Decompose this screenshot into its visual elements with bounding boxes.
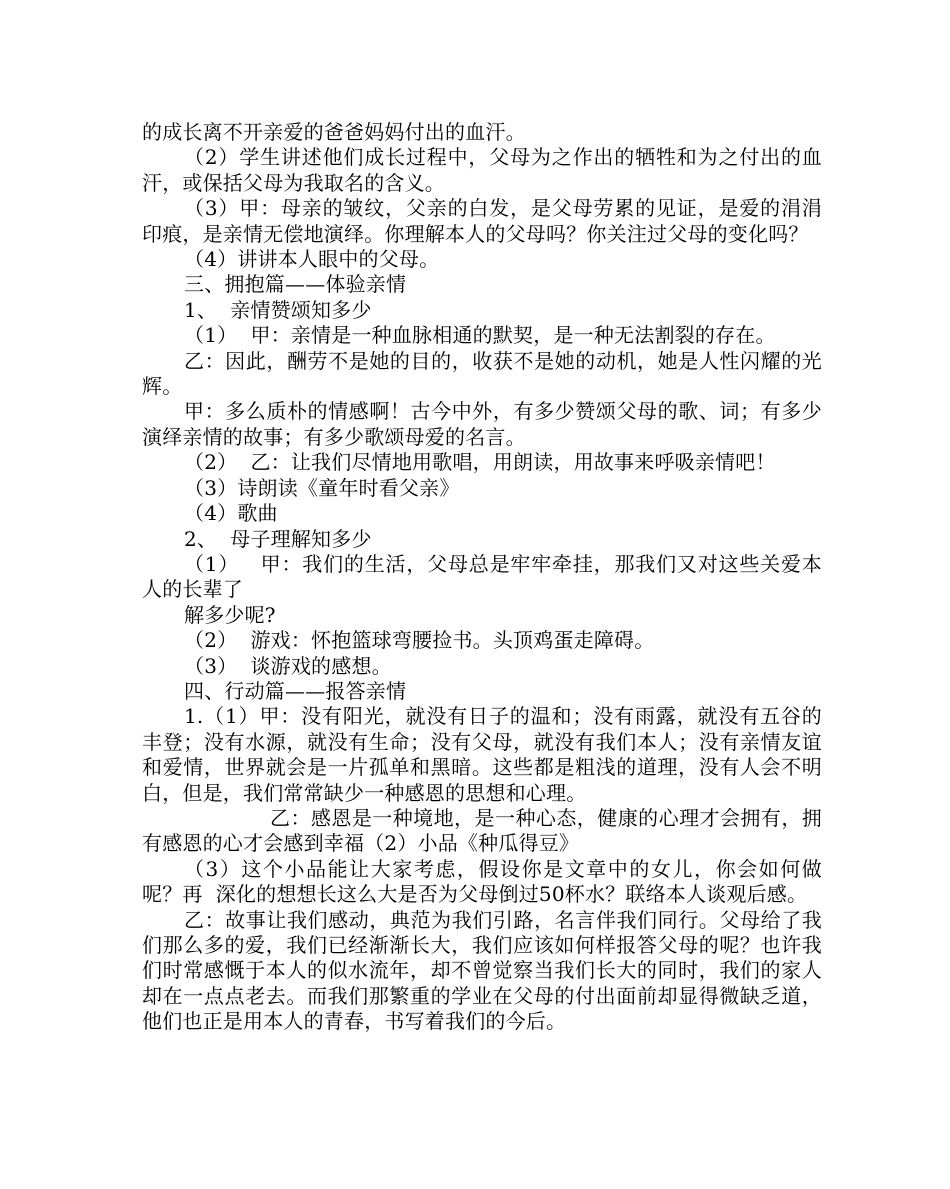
section-heading: 四、行动篇——报答亲情 bbox=[184, 678, 407, 703]
paragraph: （2） 游戏：怀抱篮球弯腰捡书。头顶鸡蛋走障碍。 bbox=[184, 628, 655, 653]
paragraph: （2） 乙：让我们尽情地用歌唱，用朗读，用故事来呼吸亲情吧！ bbox=[184, 450, 776, 475]
paragraph: （3）甲：母亲的皱纹，父亲的白发，是父母劳累的见证，是爱的涓涓印痕，是亲情无偿地演绎。你理解本人的父母吗？你关注过父母的变化吗？ bbox=[142, 196, 822, 246]
subsection-heading: 2、 母子理解知多少 bbox=[184, 526, 372, 551]
paragraph: （4）讲讲本人眼中的父母。 bbox=[184, 247, 440, 272]
paragraph: （3）这个小品能让大家考虑，假设你是文章中的女儿，你会如何做呢？再 深化的想想长这么大是否为父母倒过50杯水？联络本人谈观后感。 bbox=[142, 856, 822, 907]
section-heading: 三、拥抱篇——体验亲情 bbox=[184, 272, 407, 297]
document-page bbox=[142, 120, 822, 1035]
paragraph: （1） 甲：亲情是一种血脉相通的默契，是一种无法割裂的存在。 bbox=[184, 323, 776, 348]
paragraph: 1.（1）甲：没有阳光，就没有日子的温和；没有雨露，就没有五谷的丰登；没有水源，就没有生命；没有父母，就没有我们本人；没有亲情友谊和爱情，世界就会是一片孤单和黑暗。这些都是粗浅的道理，没有人会不明白，但是，我们常常缺少一种感恩的思想和心理。 bbox=[142, 704, 822, 805]
paragraph: 乙：感恩是一种境地，是一种心态，健康的心理才会拥有，拥有感恩的心才会感到幸福（2）小品《种瓜得豆》 bbox=[142, 805, 822, 856]
paragraph: 的成长离不开亲爱的爸爸妈妈付出的血汗。 bbox=[142, 120, 526, 144]
paragraph: （2）学生讲述他们成长过程中，父母为之作出的牺牲和为之付出的血汗，或保括父母为我取名的含义。 bbox=[142, 145, 822, 195]
paragraph: 乙：因此，酬劳不是她的目的，收获不是她的动机，她是人性闪耀的光辉。 bbox=[142, 348, 822, 399]
paragraph: 解多少呢? bbox=[184, 602, 276, 627]
subsection-heading: 1、 亲情赞颂知多少 bbox=[184, 297, 372, 322]
paragraph: （3）诗朗读《童年时看父亲》 bbox=[184, 475, 460, 500]
paragraph: （4）歌曲 bbox=[184, 501, 278, 526]
paragraph: （1） 甲：我们的生活，父母总是牢牢牵挂，那我们又对这些关爱本人的长辈了 bbox=[142, 551, 822, 602]
paragraph: 乙：故事让我们感动，典范为我们引路，名言伴我们同行。父母给了我们那么多的爱，我们已经渐渐长大，我们应该如何样报答父母的呢？也许我们时常感慨于本人的似水流年，却不曾觉察当我们长大的同时，我们的家人却在一点点老去。而我们那繁重的学业在父母的付出面前却显得微缺乏道，他们也正是用本人的青春，书写着我们的今后。 bbox=[142, 907, 822, 1034]
paragraph: （3） 谈游戏的感想。 bbox=[184, 653, 392, 678]
paragraph: 甲：多么质朴的情感啊！古今中外，有多少赞颂父母的歌、词；有多少演绎亲情的故事；有多少歌颂母爱的名言。 bbox=[142, 399, 822, 449]
